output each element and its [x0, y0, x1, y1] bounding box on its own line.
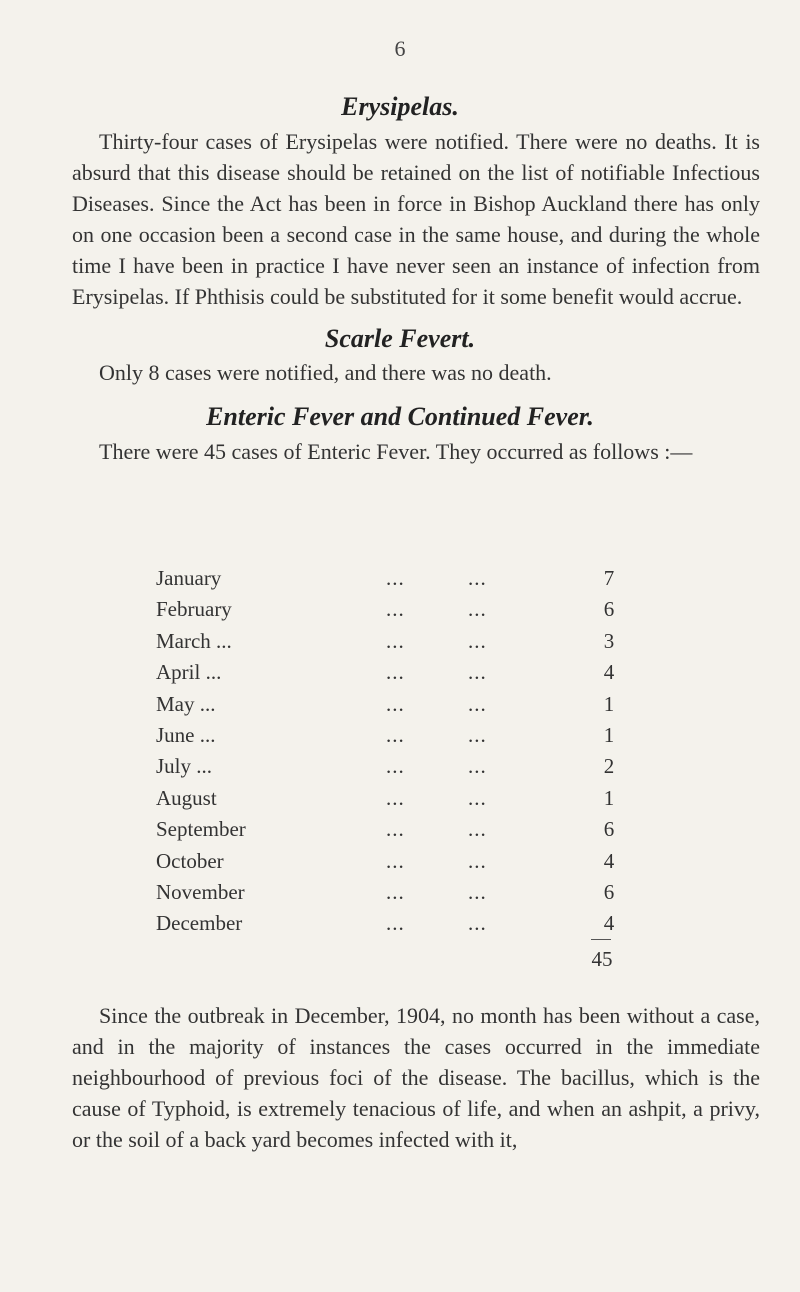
month-name: February: [156, 597, 232, 622]
month-row: [156, 689, 636, 720]
month-case-count: 1: [603, 722, 615, 747]
leader-dots: ...: [386, 628, 405, 653]
month-case-count: 4: [603, 848, 615, 873]
leader-dots: ...: [468, 879, 487, 904]
erysipelas-heading: Erysipelas.: [341, 92, 459, 121]
month-case-count: 1: [603, 785, 615, 810]
leader-dots: ...: [386, 597, 405, 622]
month-name: April ...: [156, 660, 222, 685]
leader-dots: ...: [386, 660, 405, 685]
month-name: November: [156, 879, 245, 904]
month-name: May ...: [156, 691, 216, 716]
month-case-count: 4: [603, 911, 615, 936]
leader-dots: ...: [468, 848, 487, 873]
month-row: [156, 657, 636, 688]
month-case-count: 4: [603, 660, 615, 685]
leader-dots: ...: [386, 691, 405, 716]
month-row: [156, 783, 636, 814]
month-name: August: [156, 785, 217, 810]
scarlet-fever-paragraph: Only 8 cases were notified, and there was no death.: [99, 360, 552, 385]
total-cases: 45: [591, 947, 613, 971]
leader-dots: ...: [386, 911, 405, 936]
leader-dots: ...: [468, 911, 487, 936]
leader-dots: ...: [468, 722, 487, 747]
leader-dots: ...: [468, 691, 487, 716]
month-name: July ...: [156, 754, 213, 779]
month-case-count: 6: [603, 879, 615, 904]
monthly-cases-table: [156, 563, 636, 940]
leader-dots: ...: [386, 566, 405, 590]
month-name: October: [156, 848, 224, 873]
month-name: March ...: [156, 628, 232, 653]
leader-dots: ...: [386, 722, 405, 747]
leader-dots: ...: [468, 754, 487, 779]
month-row: [156, 908, 636, 939]
month-case-count: 1: [603, 691, 615, 716]
month-row: [156, 751, 636, 782]
month-case-count: 2: [603, 754, 615, 779]
total-rule: [591, 939, 611, 940]
month-case-count: 6: [603, 597, 615, 622]
leader-dots: ...: [386, 848, 405, 873]
month-name: January: [156, 566, 222, 590]
month-row: [156, 720, 636, 751]
leader-dots: ...: [468, 628, 487, 653]
month-row: [156, 594, 636, 625]
month-row: [156, 563, 636, 594]
enteric-fever-heading: Enteric Fever and Continued Fever.: [206, 402, 594, 431]
scarlet-fever-heading: Scarle Fevert.: [324, 324, 476, 353]
month-case-count: 3: [603, 628, 615, 653]
leader-dots: ...: [468, 785, 487, 810]
enteric-closing-paragraph: Since the outbreak in December, 1904, no month has been without a case, and in the majority of instances the cases occurred in the immediate neighbourhood of previous foci of the disease. The bacillus, which is the cause of Typhoid, is extremely tenacious of life, and when an ashpit, a privy, or the soil of a back yard becomes infected with it,: [72, 1003, 760, 1152]
enteric-intro-paragraph: There were 45 cases of Enteric Fever. They occurred as follows :—: [99, 439, 693, 464]
month-row: [156, 626, 636, 657]
leader-dots: ...: [386, 879, 405, 904]
month-name: June ...: [156, 722, 216, 747]
leader-dots: ...: [386, 754, 405, 779]
month-row: [156, 814, 636, 845]
leader-dots: ...: [468, 660, 487, 685]
month-row: [156, 846, 636, 877]
leader-dots: ...: [386, 817, 405, 842]
leader-dots: ...: [468, 817, 487, 842]
month-case-count: 6: [603, 817, 615, 842]
month-case-count: 7: [603, 566, 615, 590]
page-number: 6: [394, 36, 406, 61]
month-name: September: [156, 817, 246, 842]
leader-dots: ...: [468, 597, 487, 622]
month-name: December: [156, 911, 243, 936]
leader-dots: ...: [386, 785, 405, 810]
erysipelas-paragraph: Thirty-four cases of Erysipelas were notified. There were no deaths. It is absurd that this disease should be retained on the list of notifiable Infectious Diseases. Since the Act has been in force in Bishop Auckland there has only on one occasion been a second case in the same house, and during the whole time I have been in practice I have never seen an instance of infection from Erysipelas. If Phthisis could be substituted for it some benefit would accrue.: [72, 129, 760, 309]
month-row: [156, 877, 636, 908]
leader-dots: ...: [468, 566, 487, 590]
